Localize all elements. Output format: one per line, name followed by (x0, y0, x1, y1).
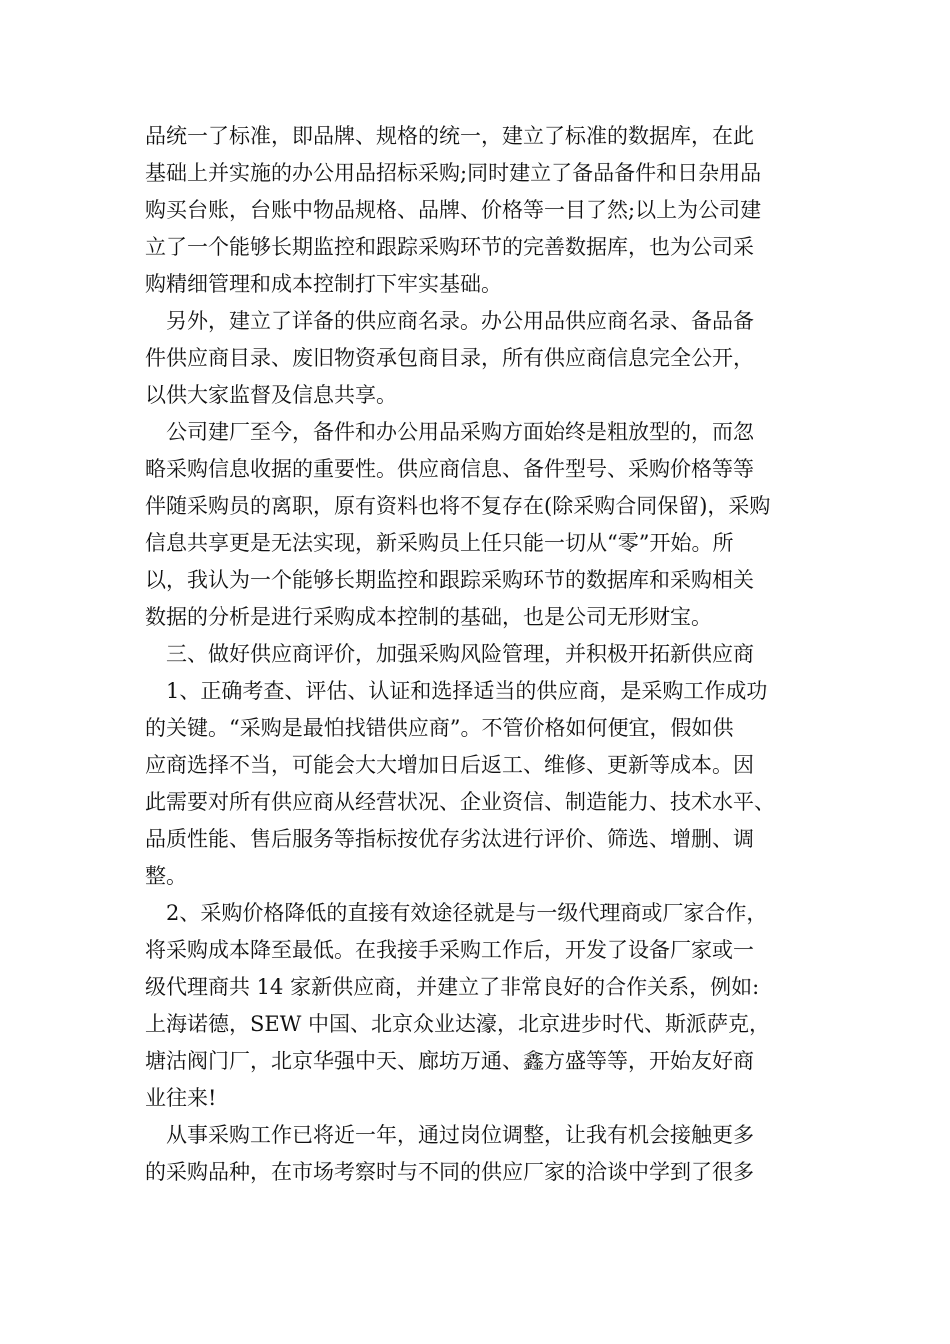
text-line: 整。 (145, 864, 187, 888)
text-line: 购精细管理和成本控制打下牢实基础。 (145, 272, 502, 296)
text-line: 将采购成本降至最低。在我接手采购工作后，开发了设备厂家或一 (145, 938, 754, 962)
text-line: 塘沽阀门厂，北京华强中天、廊坊万通、鑫方盛等等，开始友好商 (145, 1049, 754, 1073)
text-line: 购买台账，台账中物品规格、品牌、价格等一目了然;以上为公司建 (145, 198, 762, 222)
text-line: 基础上并实施的办公用品招标采购;同时建立了备品备件和日杂用品 (145, 161, 762, 185)
text-line: 的采购品种，在市场考察时与不同的供应厂家的洽谈中学到了很多 (145, 1160, 754, 1184)
text-line: 级代理商共 14 家新供应商，并建立了非常良好的合作关系，例如: (145, 975, 760, 999)
text-line: 以，我认为一个能够长期监控和跟踪采购环节的数据库和采购相关 (145, 568, 754, 592)
text-line: 从事采购工作已将近一年，通过岗位调整，让我有机会接触更多 (166, 1123, 754, 1147)
text-line: 1、正确考查、评估、认证和选择适当的供应商，是采购工作成功 (166, 679, 768, 703)
text-line: 的关键。“采购是最怕找错供应商”。不管价格如何便宜，假如供 (145, 716, 734, 740)
text-line: 品统一了标准，即品牌、规格的统一，建立了标准的数据库，在此 (145, 124, 754, 148)
text-line: 数据的分析是进行采购成本控制的基础，也是公司无形财宝。 (145, 605, 712, 629)
text-line: 伴随采购员的离职，原有资料也将不复存在(除采购合同保留)，采购 (145, 494, 771, 518)
text-line: 另外，建立了详备的供应商名录。办公用品供应商名录、备品备 (166, 309, 754, 333)
text-line: 2、采购价格降低的直接有效途径就是与一级代理商或厂家合作， (166, 901, 768, 925)
text-line: 业往来! (145, 1086, 217, 1110)
text-line: 信息共享更是无法实现，新采购员上任只能一切从“零”开始。所 (145, 531, 734, 555)
text-line: 公司建厂至今，备件和办公用品采购方面始终是粗放型的，而忽 (166, 420, 754, 444)
section-heading: 三、做好供应商评价，加强采购风险管理，并积极开拓新供应商 (166, 642, 754, 666)
text-line: 应商选择不当，可能会大大增加日后返工、维修、更新等成本。因 (145, 753, 754, 777)
text-line: 件供应商目录、废旧物资承包商目录，所有供应商信息完全公开， (145, 346, 754, 370)
text-line: 略采购信息收据的重要性。供应商信息、备件型号、采购价格等等 (145, 457, 754, 481)
text-line: 立了一个能够长期监控和跟踪采购环节的完善数据库，也为公司采 (145, 235, 754, 259)
text-line: 品质性能、售后服务等指标按优存劣汰进行评价、筛选、增删、调 (145, 827, 754, 851)
text-line: 以供大家监督及信息共享。 (145, 383, 397, 407)
body-text (145, 118, 825, 1191)
text-line: 上海诺德，SEW 中国、北京众业达濠，北京进步时代、斯派萨克， (145, 1012, 770, 1036)
text-line: 此需要对所有供应商从经营状况、企业资信、制造能力、技术水平、 (145, 790, 775, 814)
